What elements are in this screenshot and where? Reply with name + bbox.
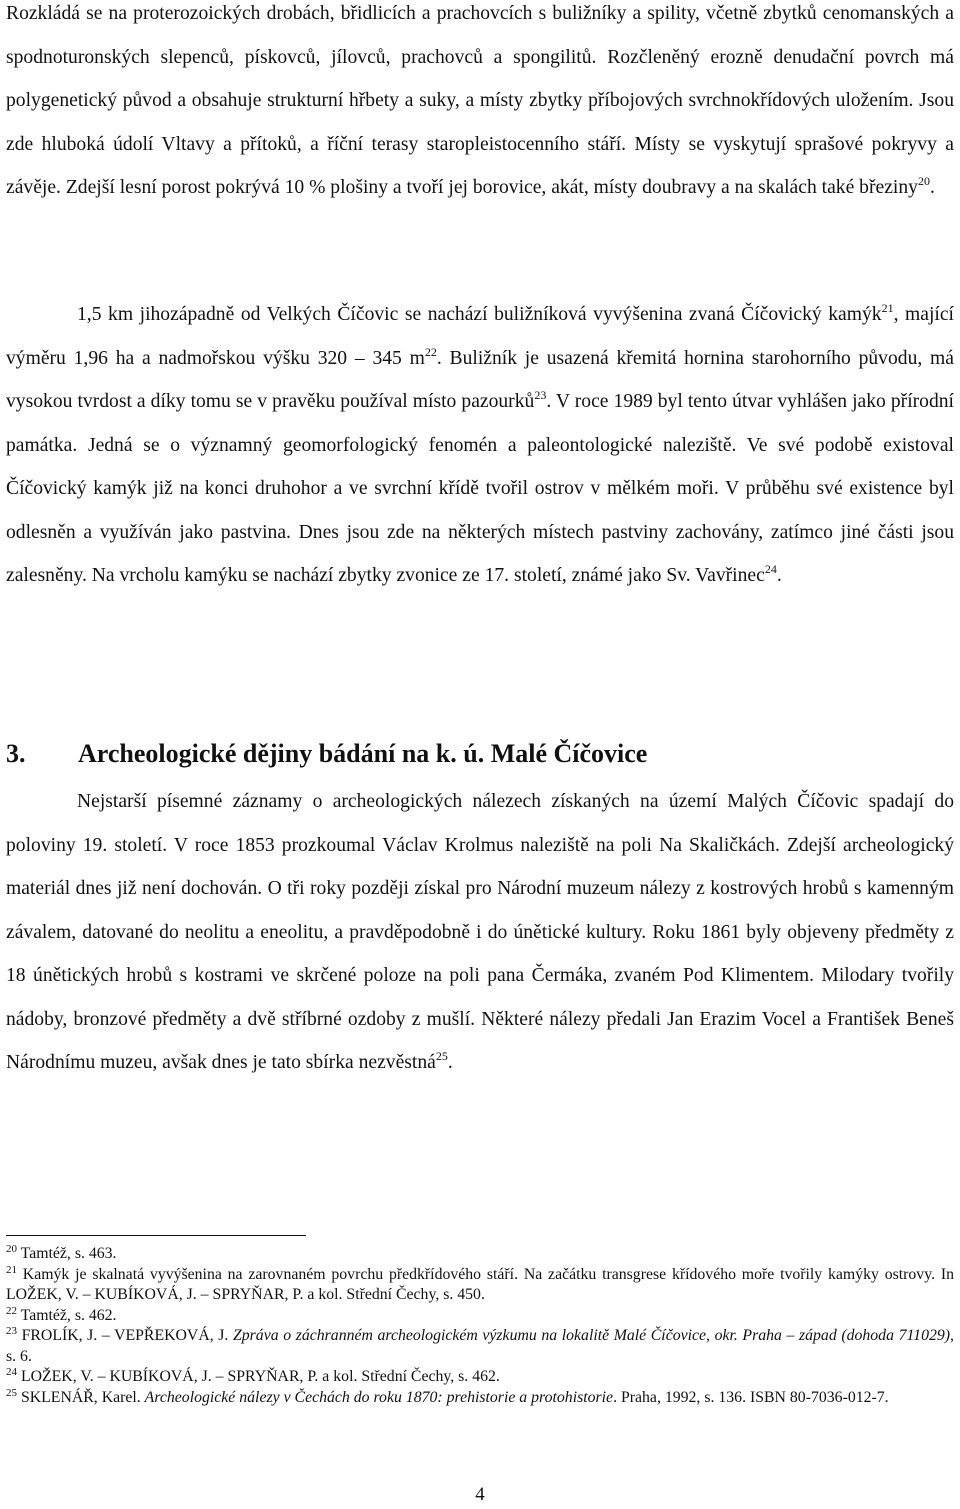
text-run: FROLÍK, J. – VEPŘEKOVÁ, J. [17, 1327, 233, 1344]
footnote-reference: 23 [534, 388, 547, 402]
footnote [6, 1326, 954, 1367]
footnote-reference: 20 [917, 174, 930, 188]
section-number: 3. [6, 739, 26, 768]
footnote-number: 20 [6, 1243, 17, 1255]
text-run: , s. 6. [6, 1327, 954, 1365]
text-run: , mající výměru 1,96 ha a nadmořskou výšku 320 – 345 m [6, 304, 954, 369]
text-run: Tamtéž, s. 462. [17, 1306, 117, 1324]
text-run: Tamtéž, s. 463. [17, 1245, 117, 1262]
italic-text: Zpráva o záchranném archeologickém výzkumu na lokalitě Malé Číčovice, okr. Praha – západ (dohoda 711029) [232, 1327, 951, 1344]
text-run: SKLENÁŘ, Karel. [17, 1388, 145, 1406]
footnote-number: 22 [6, 1304, 17, 1317]
text-run: Kamýk je skalnatá vyvýšenina na zarovnaném povrchu předkřídového stáří. Na začátku transgrese křídového moře tvořily kamýky ostrovy. In LOŽEK, V. – KUBÍKOVÁ, J. – SPRYŇAR, P. a kol. Střední Čechy, s. 450. [6, 1265, 954, 1303]
footnote-separator [6, 1235, 306, 1236]
page-number: 4 [475, 1484, 485, 1505]
italic-text: Archeologické nálezy v Čechách do roku 1870: prehistorie a protohistorie [144, 1388, 614, 1406]
footnote-reference: 24 [764, 562, 777, 576]
footnote [6, 1244, 954, 1265]
text-run: . [776, 565, 782, 586]
footnote-number: 21 [6, 1263, 17, 1276]
section-title: Archeologické dějiny bádání na k. ú. Malé Číčovice [78, 739, 648, 768]
footnote-reference: 25 [435, 1049, 448, 1063]
body-paragraph [6, 293, 954, 598]
text-run: 1,5 km jihozápadně od Velkých Číčovic se nachází buližníková vyvýšenina zvaná Číčovický kamýk [77, 304, 882, 325]
footnote-number: 25 [6, 1386, 17, 1399]
footnote [6, 1265, 954, 1306]
footnotes-section [6, 1244, 954, 1408]
text-run: . [447, 1052, 453, 1073]
body-paragraph [6, 780, 954, 1085]
text-run: . Buližník je usazená křemitá hornina starohorního původu, má vysokou tvrdost a díky tomu se v pravěku používal místo pazourků [6, 347, 954, 412]
footnote-number: 23 [6, 1325, 17, 1337]
section-heading [6, 732, 954, 776]
text-run: . [929, 177, 935, 198]
text-run: LOŽEK, V. – KUBÍKOVÁ, J. – SPRYŇAR, P. a kol. Střední Čechy, s. 462. [17, 1368, 500, 1385]
footnote-number: 24 [6, 1366, 17, 1378]
text-run: Rozkládá se na proterozoických drobách, břidlicích a prachovcích s buližníky a spility, včetně zbytků cenomanských a spodnoturonských slepenců, pískovců, jílovců, prachovců a spongilitů. Rozčleněný erozně denudační povrch má polygenetický původ a obsahuje strukturní hřbety a suky, a místy zbytky příbojových svrchnokřídových uložením. Jsou zde hluboká údolí Vltavy a přítoků, a říční terasy staropleistocenního stáří. Místy se vyskytují sprašové pokryvy a závěje. Zdejší lesní porost pokrývá 10 % plošiny a tvoří jej borovice, akát, místy doubravy a na skalách také březiny [6, 3, 954, 198]
text-run: Nejstarší písemné záznamy o archeologických nálezech získaných na území Malých Číčovic spadají do poloviny 19. století. V roce 1853 prozkoumal Václav Krolmus naleziště na poli Na Skaličkách. Zdejší archeologický materiál dnes již není dochován. O tři roky později získal pro Národní muzeum nálezy z kostrových hrobů s kamenným závalem, datované do neolitu a eneolitu, a pravděpodobně i do únětické kultury. Roku 1861 byly objeveny předměty z 18 únětických hrobů s kostrami ve skrčené poloze na poli pana Čermáka, zvaném Pod Klimentem. Milodary tvořily nádoby, bronzové předměty a dvě stříbrné ozdoby z mušlí. Některé nálezy předali Jan Erazim Vocel a František Beneš Národnímu muzeu, avšak dnes je tato sbírka nezvěstná [6, 791, 954, 1073]
footnote-reference: 22 [424, 344, 437, 359]
text-run: . Praha, 1992, s. 136. ISBN 80-7036-012-7. [613, 1388, 889, 1406]
text-run: . V roce 1989 byl tento útvar vyhlášen jako přírodní památka. Jedná se o významný geomorfologický fenomén a paleontologické naleziště. Ve své podobě existoval Číčovický kamýk již na konci druhohor a ve svrchní křídě tvořil ostrov v mělkém moři. V průběhu své existence byl odlesněn a využíván jako pastvina. Dnes jsou zde na některých místech pastviny zachovány, zatímco jiné části jsou zalesněny. Na vrcholu kamýku se nachází zbytky zvonice ze 17. století, známé jako Sv. Vavřinec [6, 391, 955, 586]
footnote-reference: 21 [881, 301, 894, 315]
footnote [6, 1306, 954, 1327]
footnote [6, 1388, 954, 1409]
body-paragraph [6, 0, 954, 210]
footnote [6, 1367, 954, 1388]
